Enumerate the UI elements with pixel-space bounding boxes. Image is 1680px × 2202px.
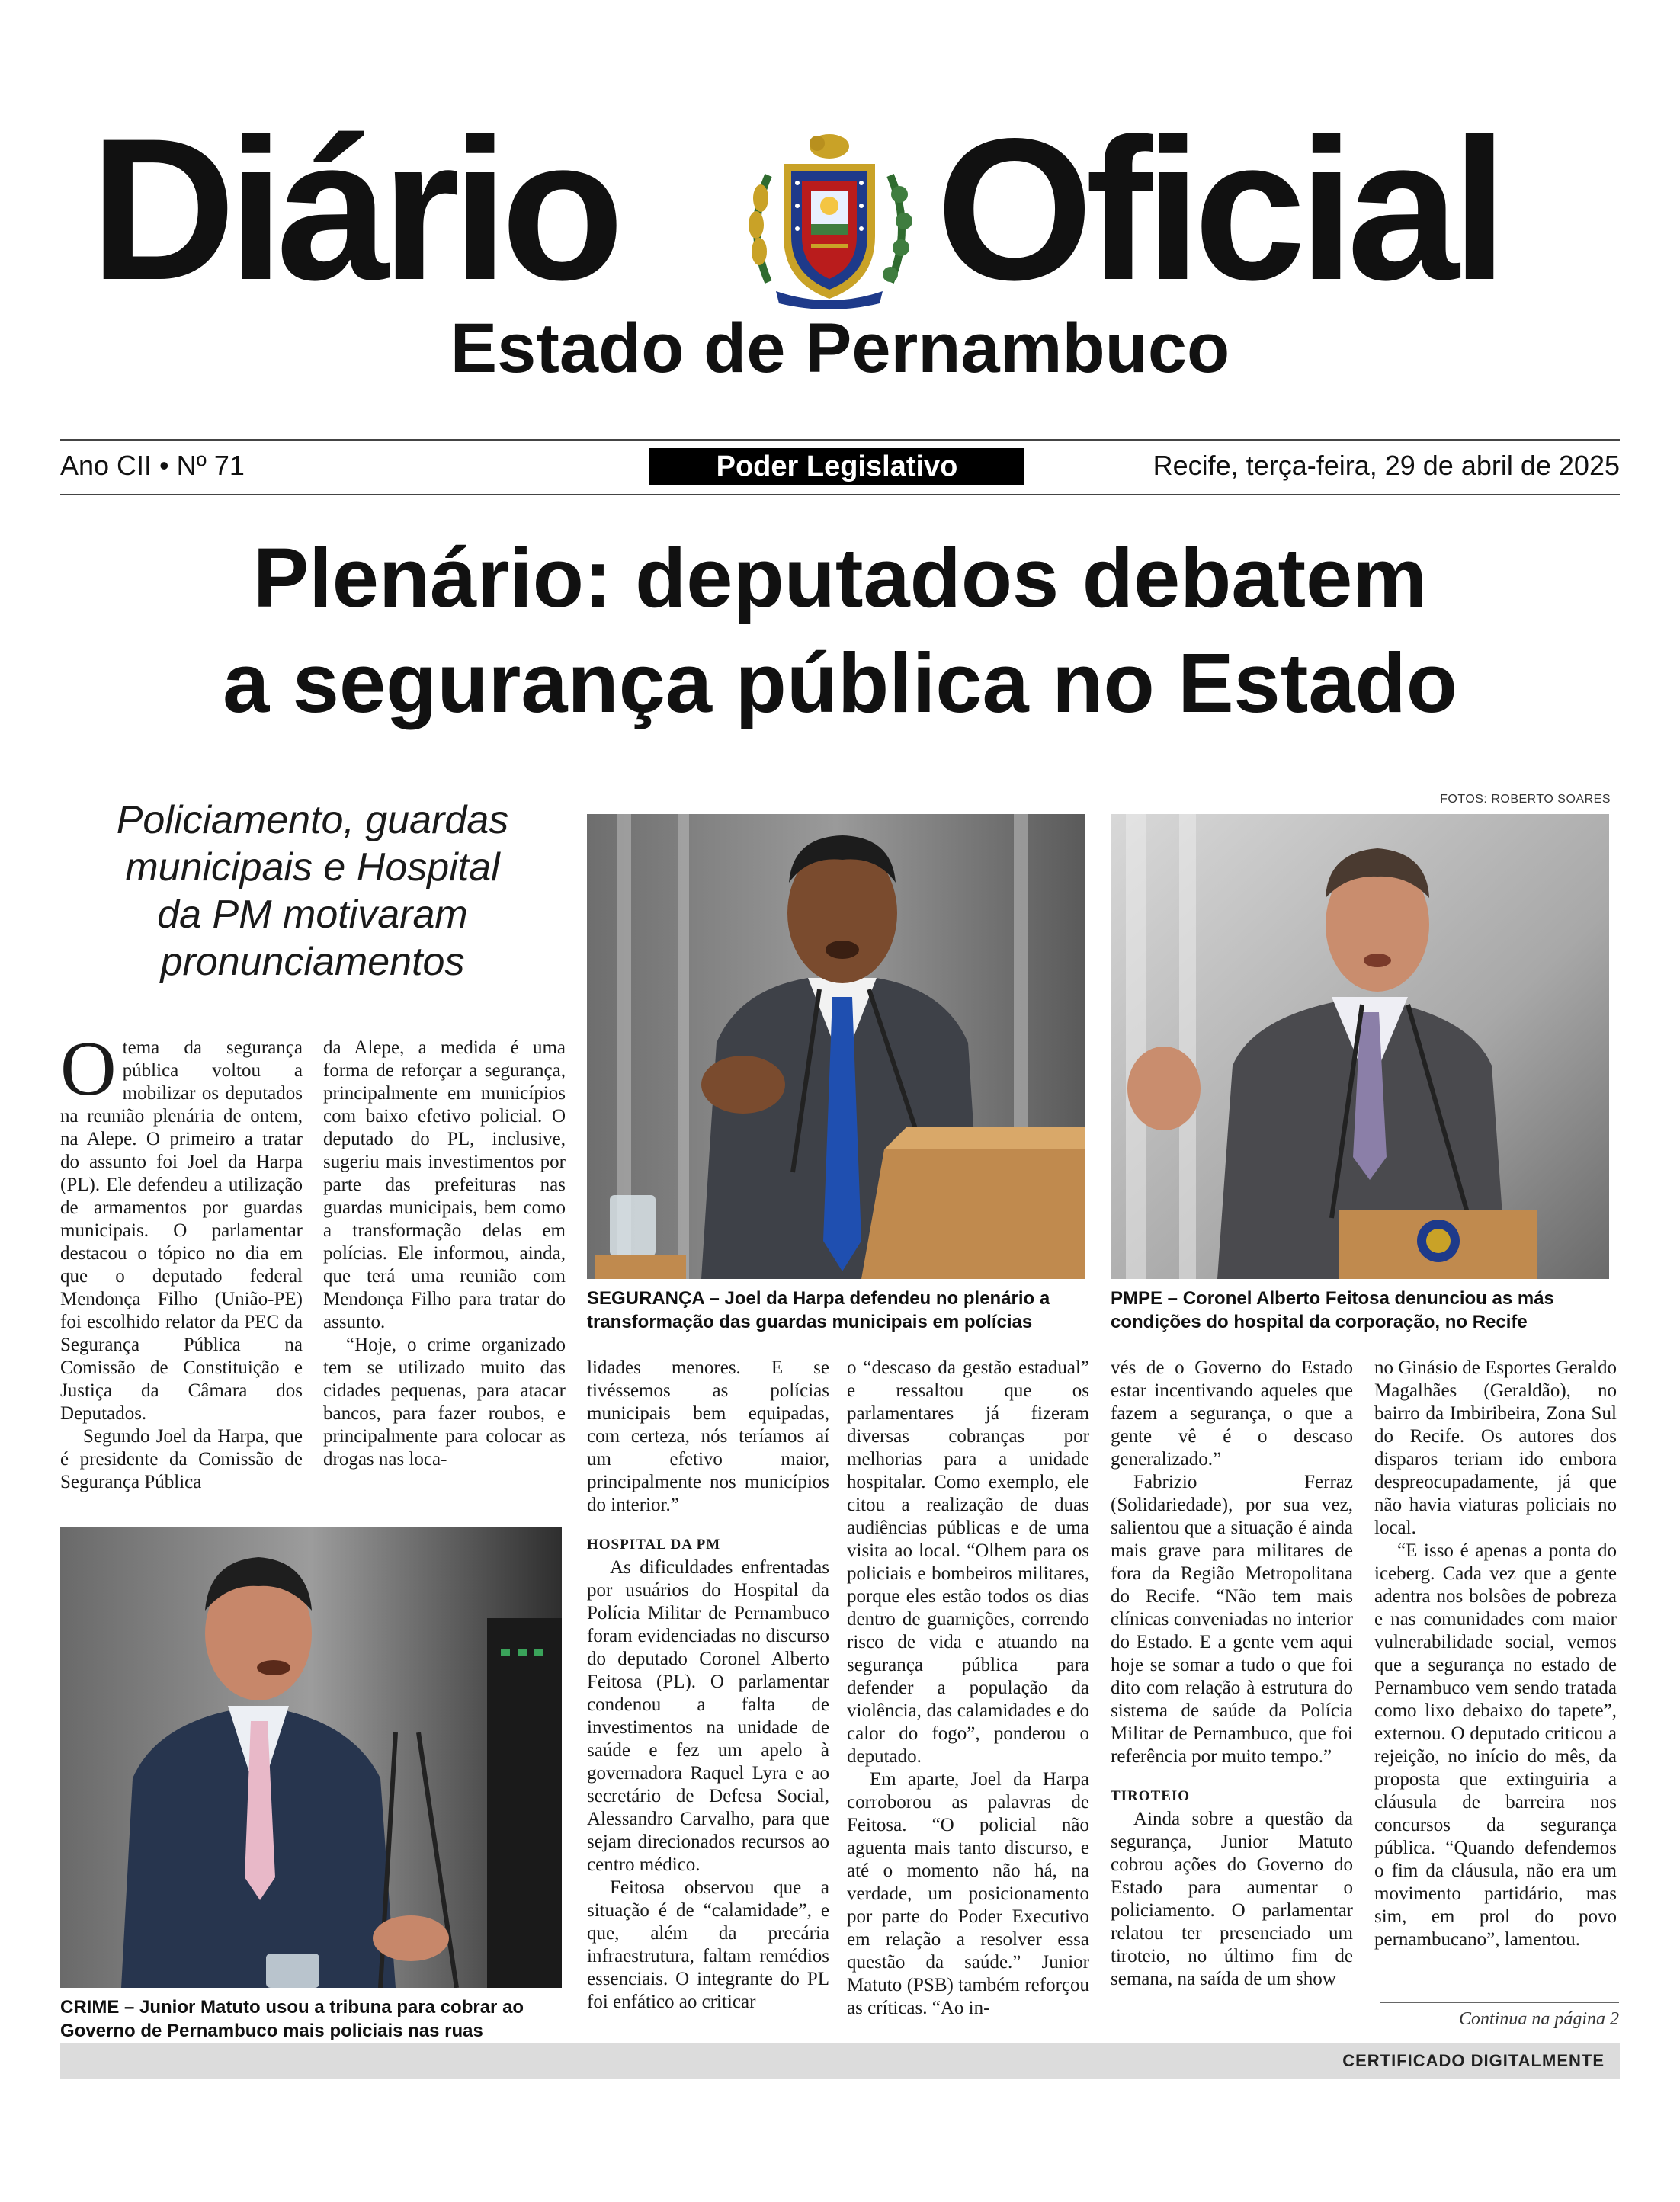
article-column-2 <box>323 1037 566 1471</box>
paragraph: “Hoje, o crime organizado tem se utilizado muito das cidades pequenas, para atacar bancos, para fazer roubos, e principalmente para colocar as drogas nas loca- <box>323 1335 566 1470</box>
kicker-line-3: da PM motivaram <box>157 893 468 937</box>
folio-bottom-rule <box>60 494 1620 495</box>
paragraph: Em aparte, Joel da Harpa corroborou as palavras de Feitosa. “O policial não aguenta mais tanto discurso, e até o momento não há, na verdade, um posicionamento por parte do Poder Executivo em relação a resolver essa questão da saúde.” Junior Matuto (PSB) também reforçou as críticas. “Ao in- <box>847 1769 1089 2018</box>
folio-top-rule <box>60 439 1620 441</box>
photo-junior-matuto <box>60 1527 562 1988</box>
kicker-line-1: Policiamento, guardas <box>116 798 509 842</box>
photo-caption-matuto <box>60 1995 569 2043</box>
pernambuco-coat-of-arms-icon <box>738 130 921 313</box>
publication-date: Recife, terça-feira, 29 de abril de 2025 <box>1153 450 1620 481</box>
paragraph: As dificuldades enfrentadas por usuários do Hospital da Polícia Militar de Pernambuco foram evidenciadas no discurso do deputado Coronel Alberto Feitosa (PL). O parlamentar condenou a falta de investimentos na unidade de saúde e fez um apelo à governadora Raquel Lyra e ao secretário de Defesa Social, Alessandro Carvalho, para que sejam direcionados recursos ao centro médico. <box>587 1557 829 1875</box>
paragraph: lidades menores. E se tivéssemos as polícias municipais bem equipadas, com certeza, nós teríamos aí um efetivo maior, principalmente nos municípios do interior.” <box>587 1357 829 1515</box>
article-column-1 <box>60 1026 303 1494</box>
paragraph <box>60 1026 303 1425</box>
paragraph: “E isso é apenas a ponta do iceberg. Cada vez que a gente adentra nos bolsões de pobreza e nas comunidades com maior vulnerabilidade social, vemos que a segurança no estado de Pernambuco vem sendo tratada como lixo debaixo do tapete”, externou. O deputado criticou a rejeição, no início do mês, da proposta que extinguiria a cláusula de barreira nos concursos da segurança pública. “Quando defendemos o fim da cláusula, não era um movimento partidário, mas sim, em prol do povo pernambucano”, lamentou. <box>1374 1540 1617 1950</box>
paragraph-text: tema da segurança pública voltou a mobilizar os deputados na reunião plenária de ontem, na Alepe. O primeiro a tratar do assunto foi Joel da Harpa (PL). Ele defendeu a utilização de armamentos por guardas municipais. O parlamentar destacou o tópico no dia em que o deputado federal Mendonça Filho (União-PE) foi escolhido relator da PEC da Segurança Pública na Comissão de Constituição e Justiça da Câmara dos Deputados. <box>60 1037 303 1424</box>
kicker-line-2: municipais e Hospital <box>125 845 500 889</box>
edition-number: Ano CII • Nº 71 <box>60 450 245 481</box>
article-column-6 <box>1374 1357 1617 1951</box>
article-column-5 <box>1111 1357 1353 1991</box>
paragraph: da Alepe, a medida é uma forma de reforçar a segurança, principalmente em municípios com baixo efetivo policial. O deputado do PL, inclusive, sugeriu mais investimentos por parte das prefeituras nas guardas municipais, bem como a transformação delas em polícias. Ele informou, ainda, que terá uma reunião com Mendonça Filho para tratar do assunto. <box>323 1037 566 1332</box>
photo-joel-da-harpa <box>587 814 1085 1279</box>
footer-bar <box>60 2043 1620 2079</box>
paragraph: o “descaso da gestão estadual” e ressaltou que os parlamentares já fizeram diversas cobranças por melhorias para a unidade hospitalar. Como exemplo, ele citou a realização de duas audiências públicas e de uma visita ao local. “Olhem para os policiais e bombeiros militares, porque eles estão todos os dias dentro de guarnições, correndo risco de vida e atuando na segurança pública para defender a população da violência, das calamidades e do calor do fogo”, ponderou o deputado. <box>847 1357 1089 1767</box>
kicker-line-4: pronunciamentos <box>160 940 465 984</box>
section-subhead: TIROTEIO <box>1111 1788 1191 1804</box>
article-kicker <box>61 797 564 986</box>
headline-line-1: Plenário: deputados debatem <box>252 531 1428 625</box>
digital-certificate-label: CERTIFICADO DIGITALMENTE <box>1342 2051 1605 2070</box>
caption-line-2: condições do hospital da corporação, no Recife <box>1111 1312 1528 1332</box>
article-column-3 <box>587 1357 829 2014</box>
caption-line-2: Governo de Pernambuco mais policiais nas ruas <box>60 2021 483 2041</box>
masthead-title-left: Diário <box>90 97 617 322</box>
caption-line-1: SEGURANÇA – Joel da Harpa defendeu no plenário a <box>587 1288 1050 1309</box>
paragraph: vés de o Governo do Estado estar incentivando aqueles que fazem a segurança, o que a gente vê é o descaso generalizado.” <box>1111 1357 1353 1470</box>
photo-caption-joel <box>587 1287 1085 1334</box>
section-subhead: HOSPITAL DA PM <box>587 1537 721 1553</box>
drop-cap: O <box>60 1026 117 1112</box>
section-label: Poder Legislativo <box>649 448 1024 485</box>
photo-alberto-feitosa <box>1111 814 1609 1279</box>
masthead-title-right: Oficial <box>936 97 1501 322</box>
paragraph: Ainda sobre a questão da segurança, Junior Matuto cobrou ações do Governo do Estado para aumentar o policiamento. O parlamentar relatou ter presenciado um tiroteio, no último fim de semana, na saída de um show <box>1111 1809 1353 1989</box>
article-column-4 <box>847 1357 1089 2020</box>
photo-credit: FOTOS: ROBERTO SOARES <box>1440 793 1611 806</box>
paragraph: Feitosa observou que a situação é de “calamidade”, e que, além da precária infraestrutura, faltam remédios essenciais. O integrante do PL foi enfático ao criticar <box>587 1877 829 2012</box>
paragraph: no Ginásio de Esportes Geraldo Magalhães (Geraldão), no bairro da Imbiribeira, Zona Sul do Recife. Os autores dos disparos teriam ido embora despreocupadamente, já que não havia viaturas policiais no local. <box>1374 1357 1617 1538</box>
caption-line-2: transformação das guardas municipais em polícias <box>587 1312 1033 1332</box>
caption-line-1: PMPE – Coronel Alberto Feitosa denunciou as más <box>1111 1288 1554 1309</box>
paragraph: Fabrizio Ferraz (Solidariedade), por sua vez, salientou que a situação é ainda mais grave para militares de fora da Região Metropolitana do Recife. “Não tem mais clínicas conveniadas no interior do Estado. E a gente vem aqui hoje se somar a tudo o que foi dito com relação à estrutura do sistema de saúde da Polícia Militar de Pernambuco, que foi referência por muito tempo.” <box>1111 1472 1353 1767</box>
caption-line-1: CRIME – Junior Matuto usou a tribuna para cobrar ao <box>60 1997 524 2018</box>
main-headline <box>61 526 1619 736</box>
headline-line-2: a segurança pública no Estado <box>223 636 1457 730</box>
paragraph: Segundo Joel da Harpa, que é presidente da Comissão de Segurança Pública <box>60 1426 303 1492</box>
masthead-subtitle: Estado de Pernambuco <box>450 309 1230 387</box>
continued-on-page-link[interactable]: Continua na página 2 <box>1380 2002 1619 2030</box>
photo-caption-feitosa <box>1111 1287 1614 1334</box>
